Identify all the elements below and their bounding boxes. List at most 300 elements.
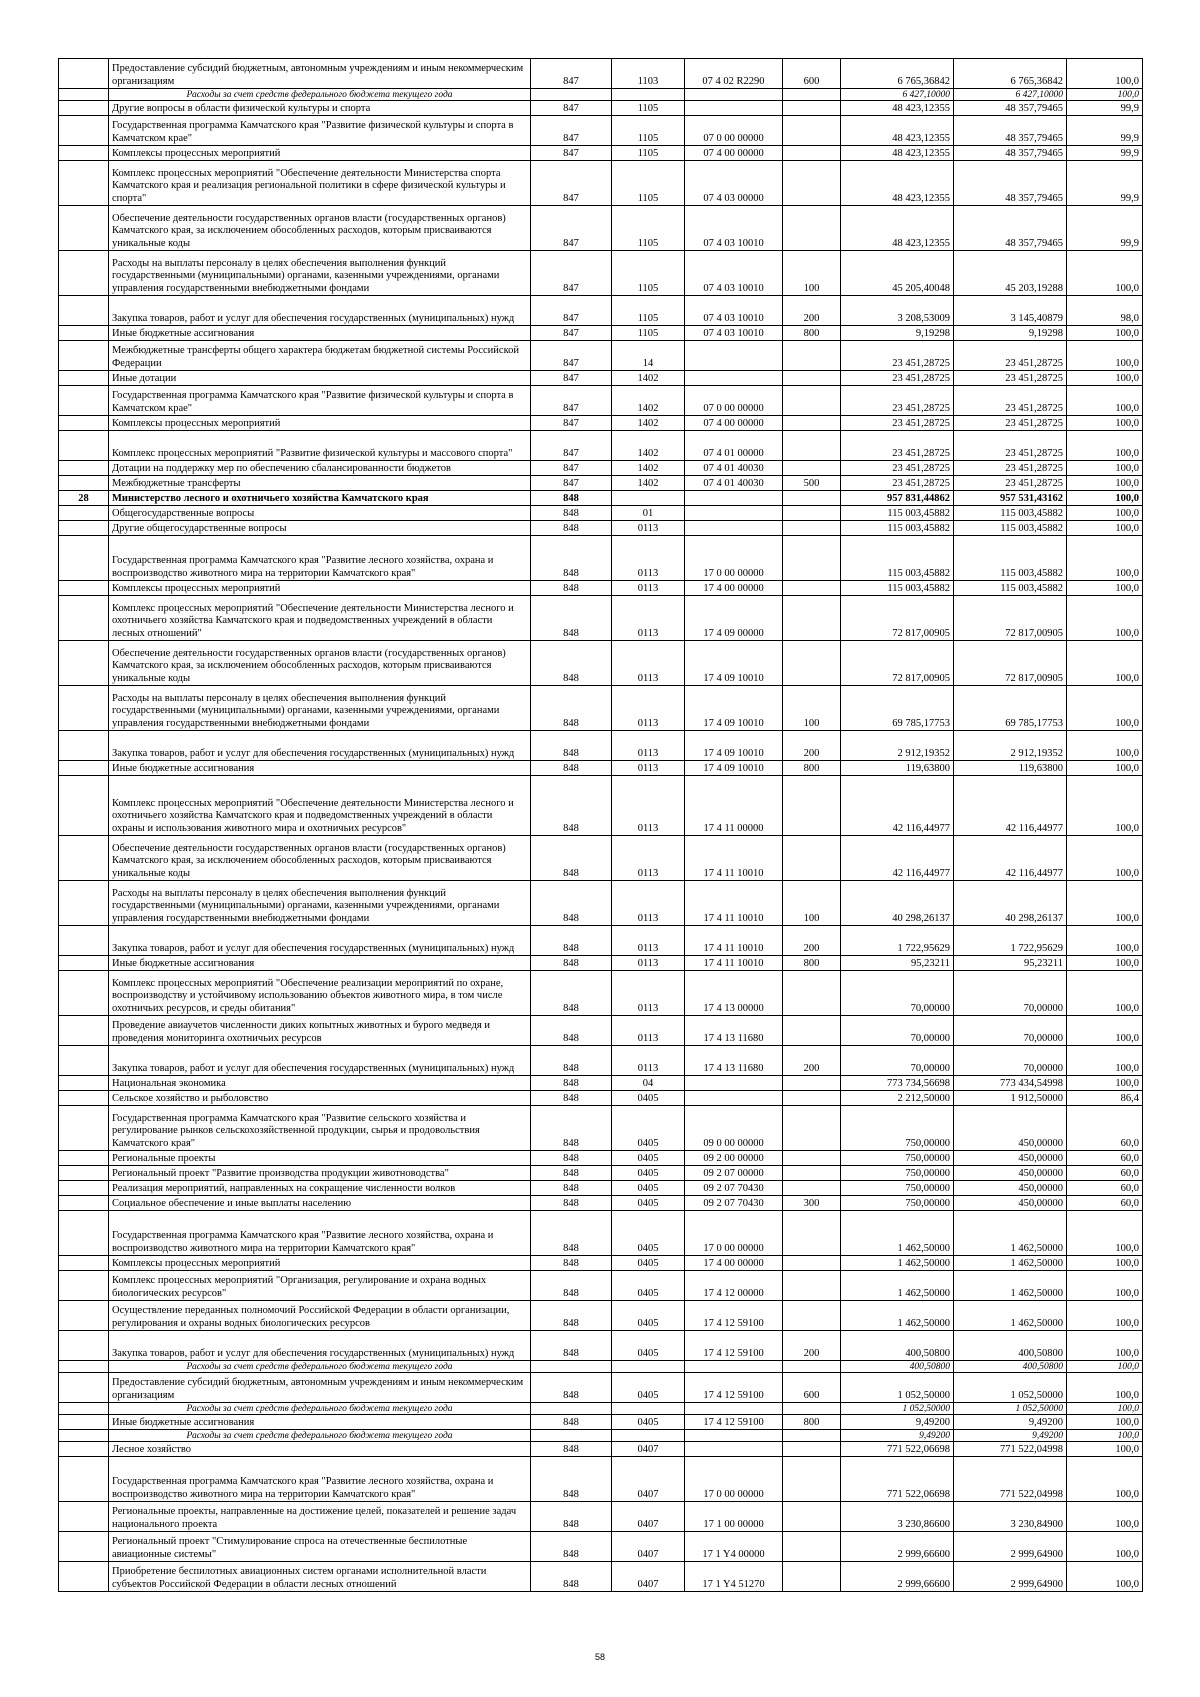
section-code: 0113 — [612, 776, 685, 836]
section-code: 1105 — [612, 101, 685, 116]
item-name: Расходы за счет средств федерального бюджета текущего года — [109, 89, 531, 101]
target-article-code: 09 2 07 00000 — [685, 1166, 783, 1181]
actual-amount: 42 116,44977 — [954, 776, 1067, 836]
expense-type-code — [783, 536, 841, 581]
target-article-code: 17 4 11 00000 — [685, 776, 783, 836]
planned-amount: 400,50800 — [841, 1331, 954, 1361]
execution-percent: 100,0 — [1067, 1331, 1143, 1361]
item-name: Комплекс процессных мероприятий "Обеспечение деятельности Министерства спорта Камчатского края и реализация региональной политики в сфере физической культуры и спорта" — [109, 161, 531, 206]
item-name: Региональные проекты — [109, 1151, 531, 1166]
ministry-code: 848 — [531, 1331, 612, 1361]
row-number — [59, 89, 109, 101]
ministry-code: 848 — [531, 1016, 612, 1046]
table-row — [59, 206, 1143, 251]
execution-percent: 100,0 — [1067, 341, 1143, 371]
target-article-code: 17 4 13 11680 — [685, 1016, 783, 1046]
expense-type-code: 800 — [783, 761, 841, 776]
planned-amount: 72 817,00905 — [841, 596, 954, 641]
table-row — [59, 1091, 1143, 1106]
item-name: Общегосударственные вопросы — [109, 506, 531, 521]
target-article-code: 17 4 09 10010 — [685, 731, 783, 761]
target-article-code: 17 0 00 00000 — [685, 1211, 783, 1256]
ministry-code: 848 — [531, 731, 612, 761]
row-number — [59, 1271, 109, 1301]
execution-percent: 100,0 — [1067, 1271, 1143, 1301]
expense-type-code — [783, 1106, 841, 1151]
expense-type-code — [783, 1016, 841, 1046]
target-article-code: 17 4 12 59100 — [685, 1301, 783, 1331]
federal-funds-row — [59, 1403, 1143, 1415]
target-article-code — [685, 371, 783, 386]
expense-type-code — [783, 1457, 841, 1502]
expense-type-code — [783, 101, 841, 116]
planned-amount: 48 423,12355 — [841, 146, 954, 161]
planned-amount: 23 451,28725 — [841, 476, 954, 491]
actual-amount: 771 522,04998 — [954, 1457, 1067, 1502]
table-row — [59, 491, 1143, 506]
section-code — [612, 491, 685, 506]
row-number — [59, 371, 109, 386]
item-name: Государственная программа Камчатского края "Развитие лесного хозяйства, охрана и воспроизводство животного мира на территории Камчатского края" — [109, 536, 531, 581]
expense-type-code — [783, 971, 841, 1016]
section-code: 0113 — [612, 761, 685, 776]
target-article-code: 07 4 01 00000 — [685, 431, 783, 461]
row-number — [59, 341, 109, 371]
table-row — [59, 386, 1143, 416]
expense-type-code: 200 — [783, 1046, 841, 1076]
planned-amount: 1 722,95629 — [841, 926, 954, 956]
target-article-code: 17 4 12 59100 — [685, 1415, 783, 1430]
planned-amount: 2 912,19352 — [841, 731, 954, 761]
execution-percent: 100,0 — [1067, 416, 1143, 431]
section-code: 0113 — [612, 521, 685, 536]
execution-percent: 100,0 — [1067, 521, 1143, 536]
item-name: Межбюджетные трансферты — [109, 476, 531, 491]
execution-percent: 99,9 — [1067, 116, 1143, 146]
item-name: Предоставление субсидий бюджетным, автономным учреждениям и иным некоммерческим организациям — [109, 1373, 531, 1403]
section-code: 0405 — [612, 1301, 685, 1331]
actual-amount: 119,63800 — [954, 761, 1067, 776]
item-name: Социальное обеспечение и иные выплаты населению — [109, 1196, 531, 1211]
row-number — [59, 956, 109, 971]
ministry-code: 848 — [531, 761, 612, 776]
planned-amount: 2 999,66600 — [841, 1562, 954, 1592]
ministry-code: 848 — [531, 581, 612, 596]
expense-type-code — [783, 1271, 841, 1301]
actual-amount: 957 531,43162 — [954, 491, 1067, 506]
expense-type-code: 500 — [783, 476, 841, 491]
row-number — [59, 296, 109, 326]
target-article-code: 17 1 Y4 51270 — [685, 1562, 783, 1592]
planned-amount: 400,50800 — [841, 1361, 954, 1373]
federal-funds-row — [59, 1430, 1143, 1442]
target-article-code: 17 4 09 10010 — [685, 761, 783, 776]
execution-percent: 100,0 — [1067, 251, 1143, 296]
execution-percent: 60,0 — [1067, 1196, 1143, 1211]
section-code: 04 — [612, 1076, 685, 1091]
ministry-code: 848 — [531, 1151, 612, 1166]
table-row — [59, 251, 1143, 296]
target-article-code: 17 4 09 00000 — [685, 596, 783, 641]
planned-amount: 6 765,36842 — [841, 59, 954, 89]
section-code: 0405 — [612, 1256, 685, 1271]
row-number — [59, 1403, 109, 1415]
execution-percent: 100,0 — [1067, 371, 1143, 386]
table-row — [59, 881, 1143, 926]
section-code: 1402 — [612, 386, 685, 416]
table-row — [59, 326, 1143, 341]
table-row — [59, 506, 1143, 521]
ministry-code: 848 — [531, 956, 612, 971]
actual-amount: 70,00000 — [954, 1046, 1067, 1076]
section-code: 1402 — [612, 416, 685, 431]
actual-amount: 23 451,28725 — [954, 371, 1067, 386]
target-article-code: 07 4 03 10010 — [685, 296, 783, 326]
execution-percent: 100,0 — [1067, 1373, 1143, 1403]
execution-percent: 100,0 — [1067, 326, 1143, 341]
actual-amount: 95,23211 — [954, 956, 1067, 971]
actual-amount: 1 462,50000 — [954, 1256, 1067, 1271]
planned-amount: 1 462,50000 — [841, 1256, 954, 1271]
target-article-code — [685, 1361, 783, 1373]
table-row — [59, 521, 1143, 536]
section-code: 0113 — [612, 581, 685, 596]
federal-funds-row — [59, 1361, 1143, 1373]
expense-type-code: 600 — [783, 1373, 841, 1403]
execution-percent: 100,0 — [1067, 1076, 1143, 1091]
planned-amount: 48 423,12355 — [841, 206, 954, 251]
actual-amount: 9,19298 — [954, 326, 1067, 341]
table-row — [59, 341, 1143, 371]
actual-amount: 3 230,84900 — [954, 1502, 1067, 1532]
actual-amount: 450,00000 — [954, 1196, 1067, 1211]
planned-amount: 23 451,28725 — [841, 341, 954, 371]
execution-percent: 100,0 — [1067, 89, 1143, 101]
execution-percent: 100,0 — [1067, 1403, 1143, 1415]
table-row — [59, 146, 1143, 161]
item-name: Комплексы процессных мероприятий — [109, 581, 531, 596]
planned-amount: 115 003,45882 — [841, 536, 954, 581]
ministry-code: 848 — [531, 1166, 612, 1181]
actual-amount: 6 765,36842 — [954, 59, 1067, 89]
item-name: Комплекс процессных мероприятий "Организация, регулирование и охрана водных биологических ресурсов" — [109, 1271, 531, 1301]
table-row — [59, 1106, 1143, 1151]
actual-amount: 1 912,50000 — [954, 1091, 1067, 1106]
section-code: 1105 — [612, 206, 685, 251]
target-article-code: 07 4 00 00000 — [685, 416, 783, 431]
table-row — [59, 776, 1143, 836]
table-row — [59, 1457, 1143, 1502]
target-article-code: 09 0 00 00000 — [685, 1106, 783, 1151]
table-row — [59, 596, 1143, 641]
execution-percent: 100,0 — [1067, 641, 1143, 686]
planned-amount: 750,00000 — [841, 1166, 954, 1181]
actual-amount: 450,00000 — [954, 1151, 1067, 1166]
actual-amount: 450,00000 — [954, 1181, 1067, 1196]
item-name: Проведение авиаучетов численности диких копытных животных и бурого медведя и проведения мониторинга охотничьих ресурсов — [109, 1016, 531, 1046]
ministry-code: 848 — [531, 1196, 612, 1211]
expense-type-code: 200 — [783, 1331, 841, 1361]
actual-amount: 70,00000 — [954, 1016, 1067, 1046]
row-number — [59, 536, 109, 581]
actual-amount: 45 203,19288 — [954, 251, 1067, 296]
row-number — [59, 1196, 109, 1211]
ministry-code: 847 — [531, 386, 612, 416]
target-article-code: 17 4 09 10010 — [685, 641, 783, 686]
budget-table — [58, 58, 1143, 1592]
section-code: 0113 — [612, 536, 685, 581]
table-row — [59, 581, 1143, 596]
target-article-code: 17 4 00 00000 — [685, 581, 783, 596]
ministry-code: 848 — [531, 1211, 612, 1256]
execution-percent: 100,0 — [1067, 461, 1143, 476]
ministry-code: 847 — [531, 431, 612, 461]
table-row — [59, 1016, 1143, 1046]
section-code: 0405 — [612, 1271, 685, 1301]
table-row — [59, 1076, 1143, 1091]
item-name: Приобретение беспилотных авиационных систем органами исполнительной власти субъектов Российской Федерации в области лесных отношений — [109, 1562, 531, 1592]
execution-percent: 99,9 — [1067, 146, 1143, 161]
execution-percent: 100,0 — [1067, 1457, 1143, 1502]
expense-type-code — [783, 1562, 841, 1592]
section-code: 0407 — [612, 1502, 685, 1532]
item-name: Другие общегосударственные вопросы — [109, 521, 531, 536]
actual-amount: 40 298,26137 — [954, 881, 1067, 926]
expense-type-code: 800 — [783, 956, 841, 971]
target-article-code: 07 4 03 10010 — [685, 326, 783, 341]
expense-type-code — [783, 1361, 841, 1373]
item-name: Закупка товаров, работ и услуг для обеспечения государственных (муниципальных) нужд — [109, 1046, 531, 1076]
table-row — [59, 431, 1143, 461]
table-row — [59, 161, 1143, 206]
expense-type-code — [783, 1256, 841, 1271]
section-code: 0113 — [612, 731, 685, 761]
row-number — [59, 506, 109, 521]
actual-amount: 48 357,79465 — [954, 101, 1067, 116]
table-row — [59, 1166, 1143, 1181]
planned-amount: 70,00000 — [841, 1046, 954, 1076]
expense-type-code — [783, 371, 841, 386]
planned-amount: 9,19298 — [841, 326, 954, 341]
planned-amount: 771 522,06698 — [841, 1457, 954, 1502]
planned-amount: 6 427,10000 — [841, 89, 954, 101]
target-article-code — [685, 1442, 783, 1457]
table-row — [59, 371, 1143, 386]
row-number — [59, 461, 109, 476]
row-number — [59, 1076, 109, 1091]
ministry-code: 848 — [531, 776, 612, 836]
expense-type-code — [783, 1151, 841, 1166]
row-number — [59, 881, 109, 926]
item-name: Закупка товаров, работ и услуг для обеспечения государственных (муниципальных) нужд — [109, 296, 531, 326]
planned-amount: 48 423,12355 — [841, 116, 954, 146]
actual-amount: 23 451,28725 — [954, 476, 1067, 491]
table-row — [59, 416, 1143, 431]
item-name: Лесное хозяйство — [109, 1442, 531, 1457]
section-code: 0113 — [612, 881, 685, 926]
table-row — [59, 1442, 1143, 1457]
actual-amount: 48 357,79465 — [954, 146, 1067, 161]
target-article-code: 17 4 13 00000 — [685, 971, 783, 1016]
ministry-code: 848 — [531, 1301, 612, 1331]
table-row — [59, 1181, 1143, 1196]
item-name: Обеспечение деятельности государственных органов власти (государственных органов) Камчатского края, за исключением обособленных расходов, которым присваиваются уникальные коды — [109, 641, 531, 686]
table-row — [59, 1271, 1143, 1301]
item-name: Государственная программа Камчатского края "Развитие физической культуры и спорта в Камчатском крае" — [109, 386, 531, 416]
target-article-code: 07 0 00 00000 — [685, 116, 783, 146]
planned-amount: 115 003,45882 — [841, 506, 954, 521]
actual-amount: 6 427,10000 — [954, 89, 1067, 101]
section-code: 0113 — [612, 1016, 685, 1046]
section-code: 1103 — [612, 59, 685, 89]
ministry-code — [531, 1430, 612, 1442]
execution-percent: 100,0 — [1067, 1415, 1143, 1430]
table-row — [59, 761, 1143, 776]
planned-amount: 957 831,44862 — [841, 491, 954, 506]
row-number — [59, 1301, 109, 1331]
expense-type-code: 200 — [783, 296, 841, 326]
table-row — [59, 836, 1143, 881]
table-row — [59, 1046, 1143, 1076]
item-name: Сельское хозяйство и рыболовство — [109, 1091, 531, 1106]
execution-percent: 100,0 — [1067, 386, 1143, 416]
row-number — [59, 146, 109, 161]
table-row — [59, 1562, 1143, 1592]
planned-amount: 1 462,50000 — [841, 1271, 954, 1301]
planned-amount: 750,00000 — [841, 1106, 954, 1151]
ministry-code: 847 — [531, 296, 612, 326]
row-number — [59, 1331, 109, 1361]
execution-percent: 100,0 — [1067, 776, 1143, 836]
ministry-code: 848 — [531, 926, 612, 956]
planned-amount: 23 451,28725 — [841, 461, 954, 476]
actual-amount: 9,49200 — [954, 1415, 1067, 1430]
item-name: Расходы на выплаты персоналу в целях обеспечения выполнения функций государственными (муниципальными) органами, казенными учреждениями, органами управления государственными внебюджетными фондами — [109, 881, 531, 926]
ministry-code — [531, 89, 612, 101]
target-article-code: 17 4 11 10010 — [685, 926, 783, 956]
actual-amount: 3 145,40879 — [954, 296, 1067, 326]
target-article-code: 17 4 13 11680 — [685, 1046, 783, 1076]
ministry-code: 848 — [531, 506, 612, 521]
target-article-code — [685, 1430, 783, 1442]
table-row — [59, 641, 1143, 686]
execution-percent: 100,0 — [1067, 536, 1143, 581]
table-row — [59, 1301, 1143, 1331]
planned-amount: 1 052,50000 — [841, 1373, 954, 1403]
ministry-code: 848 — [531, 1442, 612, 1457]
execution-percent: 100,0 — [1067, 1016, 1143, 1046]
target-article-code: 07 4 03 00000 — [685, 161, 783, 206]
ministry-code: 847 — [531, 161, 612, 206]
target-article-code: 17 1 Y4 00000 — [685, 1532, 783, 1562]
actual-amount: 1 722,95629 — [954, 926, 1067, 956]
table-row — [59, 1532, 1143, 1562]
expense-type-code — [783, 506, 841, 521]
expense-type-code — [783, 431, 841, 461]
actual-amount: 1 052,50000 — [954, 1373, 1067, 1403]
expense-type-code — [783, 776, 841, 836]
page-number: 58 — [594, 1652, 605, 1662]
execution-percent: 100,0 — [1067, 1256, 1143, 1271]
table-row — [59, 1415, 1143, 1430]
row-number — [59, 116, 109, 146]
actual-amount: 115 003,45882 — [954, 581, 1067, 596]
expense-type-code — [783, 416, 841, 431]
expense-type-code — [783, 89, 841, 101]
section-code — [612, 1403, 685, 1415]
planned-amount: 2 212,50000 — [841, 1091, 954, 1106]
item-name: Региональные проекты, направленные на достижение целей, показателей и решение задач национального проекта — [109, 1502, 531, 1532]
actual-amount: 2 999,64900 — [954, 1532, 1067, 1562]
ministry-code: 847 — [531, 476, 612, 491]
planned-amount: 23 451,28725 — [841, 371, 954, 386]
expense-type-code — [783, 1091, 841, 1106]
section-code: 1105 — [612, 251, 685, 296]
item-name: Межбюджетные трансферты общего характера бюджетам бюджетной системы Российской Федерации — [109, 341, 531, 371]
ministry-code — [531, 1403, 612, 1415]
planned-amount: 1 462,50000 — [841, 1301, 954, 1331]
expense-type-code — [783, 1532, 841, 1562]
row-number — [59, 476, 109, 491]
actual-amount: 773 434,54998 — [954, 1076, 1067, 1091]
table-row — [59, 476, 1143, 491]
target-article-code — [685, 1403, 783, 1415]
execution-percent: 100,0 — [1067, 596, 1143, 641]
target-article-code: 17 0 00 00000 — [685, 1457, 783, 1502]
expense-type-code: 200 — [783, 926, 841, 956]
ministry-code: 847 — [531, 206, 612, 251]
target-article-code: 07 4 03 10010 — [685, 251, 783, 296]
section-code: 0113 — [612, 971, 685, 1016]
row-number — [59, 686, 109, 731]
ministry-code: 848 — [531, 1271, 612, 1301]
row-number — [59, 1373, 109, 1403]
planned-amount: 773 734,56698 — [841, 1076, 954, 1091]
item-name: Предоставление субсидий бюджетным, автономным учреждениям и иным некоммерческим организациям — [109, 59, 531, 89]
section-code — [612, 89, 685, 101]
expense-type-code — [783, 1076, 841, 1091]
row-number: 28 — [59, 491, 109, 506]
expense-type-code — [783, 1430, 841, 1442]
item-name: Государственная программа Камчатского края "Развитие лесного хозяйства, охрана и воспроизводство животного мира на территории Камчатского края" — [109, 1211, 531, 1256]
target-article-code: 17 4 12 00000 — [685, 1271, 783, 1301]
actual-amount: 9,49200 — [954, 1430, 1067, 1442]
actual-amount: 23 451,28725 — [954, 416, 1067, 431]
ministry-code: 848 — [531, 536, 612, 581]
expense-type-code — [783, 521, 841, 536]
target-article-code: 17 0 00 00000 — [685, 536, 783, 581]
execution-percent: 100,0 — [1067, 1442, 1143, 1457]
actual-amount: 1 462,50000 — [954, 1301, 1067, 1331]
row-number — [59, 251, 109, 296]
table-row — [59, 731, 1143, 761]
row-number — [59, 101, 109, 116]
federal-funds-row — [59, 89, 1143, 101]
actual-amount: 48 357,79465 — [954, 206, 1067, 251]
actual-amount: 1 462,50000 — [954, 1211, 1067, 1256]
target-article-code: 17 4 00 00000 — [685, 1256, 783, 1271]
planned-amount: 42 116,44977 — [841, 776, 954, 836]
table-row — [59, 461, 1143, 476]
expense-type-code — [783, 581, 841, 596]
section-code: 1105 — [612, 326, 685, 341]
execution-percent: 86,4 — [1067, 1091, 1143, 1106]
target-article-code — [685, 89, 783, 101]
section-code: 0407 — [612, 1532, 685, 1562]
ministry-code: 847 — [531, 116, 612, 146]
item-name: Комплекс процессных мероприятий "Обеспечение деятельности Министерства лесного и охотничьего хозяйства Камчатского края и подведомственных учреждений в области охраны и использования животного мира и охотничьих ресурсов" — [109, 776, 531, 836]
item-name: Государственная программа Камчатского края "Развитие сельского хозяйства и регулирование рынков сельскохозяйственной продукции, сырья и продовольствия Камчатского края" — [109, 1106, 531, 1151]
